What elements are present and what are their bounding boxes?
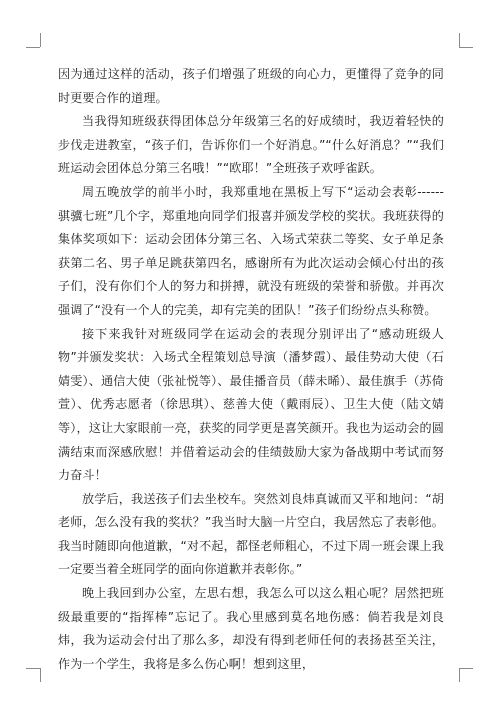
- paragraph: 因为通过这样的活动，孩子们增强了班级的向心力，更懂得了竞争的同时更要合作的道理。: [58, 67, 444, 105]
- paragraph: 晚上我回到办公室，左思右想，我怎么可以这么粗心呢？居然把班级最重要的“指挥棒”忘记了。我心里感到莫名地伤感：倘若我是刘良炜，我为运动会付出了那么多，却没有得到老师任何的表扬甚至关注，作为一个学生，我将是多么伤心啊！想到这里，: [58, 586, 444, 671]
- crop-mark-bottom-right-h: [459, 668, 473, 669]
- crop-mark-top-right-v: [459, 33, 460, 47]
- document-body: [58, 63, 444, 676]
- crop-mark-bottom-left-h: [26, 668, 40, 669]
- paragraph: 当我得知班级获得团体总分年级第三名的好成绩时，我迈着轻快的步伐走进教室，“孩子们，告诉你们一个好消息。”“什么好消息？”“我们班运动会团体总分第三名哦！”“欧耶！”全班孩子欢呼雀跃。: [58, 114, 444, 176]
- paragraph: 接下来我针对班级同学在运动会的表现分别评出了“感动班级人物”并颁发奖状：入场式全程策划总导演（潘梦霞）、最佳势动大使（石婧雯）、通信大使（张祉悦等）、最佳播音员（薛未晞）、最佳旗手（苏倚萱）、优秀志愿者（徐思琪）、慈善大使（戴雨辰）、卫生大使（陆文婧等），这让大家眼前一亮，获奖的同学更是喜笑颜开。我也为运动会的圆满结束而深感欣慰！并借着运动会的佳绩鼓励大家为备战期中考试而努力奋斗！: [58, 326, 444, 483]
- crop-mark-bottom-right-v: [459, 668, 460, 682]
- crop-mark-top-left-v: [40, 33, 41, 47]
- paragraph: 周五晚放学的前半小时，我郑重地在黑板上写下“运动会表彰------骐骥七班”几个字，郑重地向同学们报喜并颁发学校的奖状。我班获得的集体奖项如下：运动会团体分第三名、入场式荣获二等奖、女子单足条获第二名、男子单足跳获第四名，感谢所有为此次运动会倾心付出的孩子们，没有你们个人的努力和拼搏，就没有班级的荣誉和骄傲。并再次强调了“没有一个人的完美，却有完美的团队！”孩子们纷纷点头称赞。: [58, 184, 444, 317]
- crop-mark-bottom-left-v: [40, 668, 41, 682]
- crop-mark-top-left-h: [26, 47, 40, 48]
- crop-mark-top-right-h: [459, 47, 473, 48]
- paragraph: 放学后，我送孩子们去坐校车。突然刘良炜真诚而又平和地问：“胡老师，怎么没有我的奖状？”我当时大脑一片空白，我居然忘了表彰他。我当时随即向他道歉，“对不起，都怪老师粗心，不过下周一班会课上我一定要当着全班同学的面向你道歉并表彰你。”: [58, 491, 444, 577]
